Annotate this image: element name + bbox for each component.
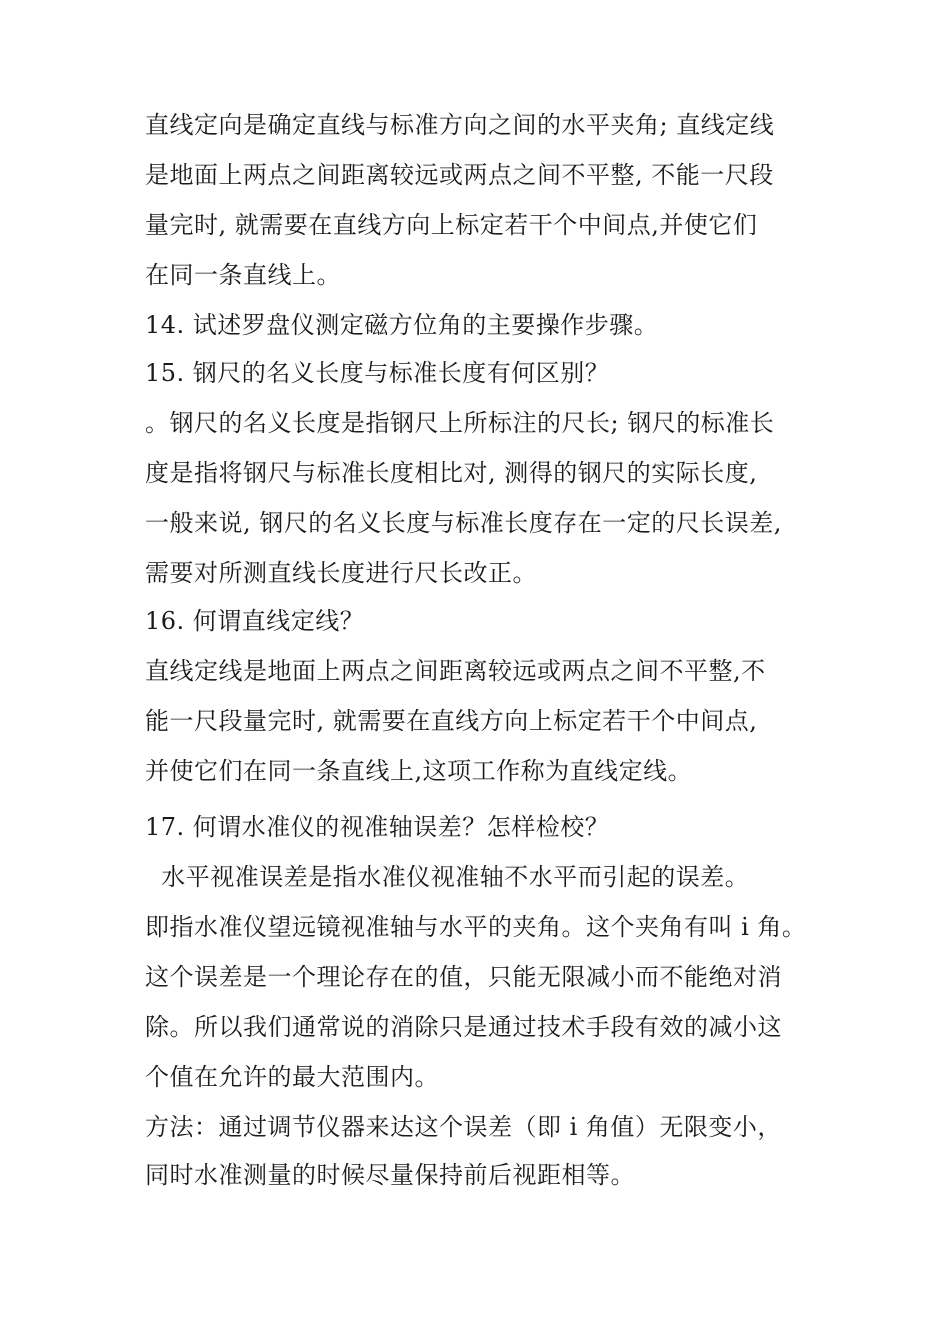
text-line-4: 在同一条直线上。 xyxy=(145,261,341,289)
text-line-7: 。钢尺的名义长度是指钢尺上所标注的尺长; 钢尺的标准长 xyxy=(145,409,775,437)
text-line-14: 并使它们在同一条直线上,这项工作称为直线定线。 xyxy=(145,757,693,785)
question-16: 16. 何谓直线定线？ xyxy=(145,607,365,635)
text-line-9: 一般来说, 钢尺的名义长度与标准长度存在一定的尺长误差, xyxy=(145,509,782,537)
text-line-22: 同时水准测量的时候尽量保持前后视距相等。 xyxy=(145,1161,635,1189)
text-line-16: 水平视准误差是指水准仪视准轴不水平而引起的误差。 xyxy=(145,863,750,891)
text-line-19: 除。所以我们通常说的消除只是通过技术手段有效的减小这 xyxy=(145,1013,782,1041)
text-line-8: 度是指将钢尺与标准长度相比对, 测得的钢尺的实际长度, xyxy=(145,459,758,487)
text-line-1: 直线定向是确定直线与标准方向之间的水平夹角; 直线定线 xyxy=(145,111,775,139)
text-line-17: 即指水准仪望远镜视准轴与水平的夹角。这个夹角有叫 i 角。 xyxy=(145,913,807,941)
question-15: 15. 钢尺的名义长度与标准长度有何区别？ xyxy=(145,359,610,387)
text-line-21: 方法：通过调节仪器来达这个误差（即 i 角值）无限变小， xyxy=(145,1113,782,1141)
text-line-2: 是地面上两点之间距离较远或两点之间不平整, 不能一尺段 xyxy=(145,161,774,189)
text-line-12: 直线定线是地面上两点之间距离较远或两点之间不平整,不 xyxy=(145,657,766,685)
question-14: 14. 试述罗盘仪测定磁方位角的主要操作步骤。 xyxy=(145,311,659,339)
text-line-13: 能一尺段量完时, 就需要在直线方向上标定若干个中间点, xyxy=(145,707,758,735)
question-17: 17. 何谓水准仪的视准轴误差？怎样检校？ xyxy=(145,813,610,841)
text-line-20: 个值在允许的最大范围内。 xyxy=(145,1063,439,1091)
text-line-18: 这个误差是一个理论存在的值，只能无限减小而不能绝对消 xyxy=(145,963,782,991)
text-line-3: 量完时, 就需要在直线方向上标定若干个中间点,并使它们 xyxy=(145,211,758,239)
text-line-10: 需要对所测直线长度进行尺长改正。 xyxy=(145,559,537,587)
